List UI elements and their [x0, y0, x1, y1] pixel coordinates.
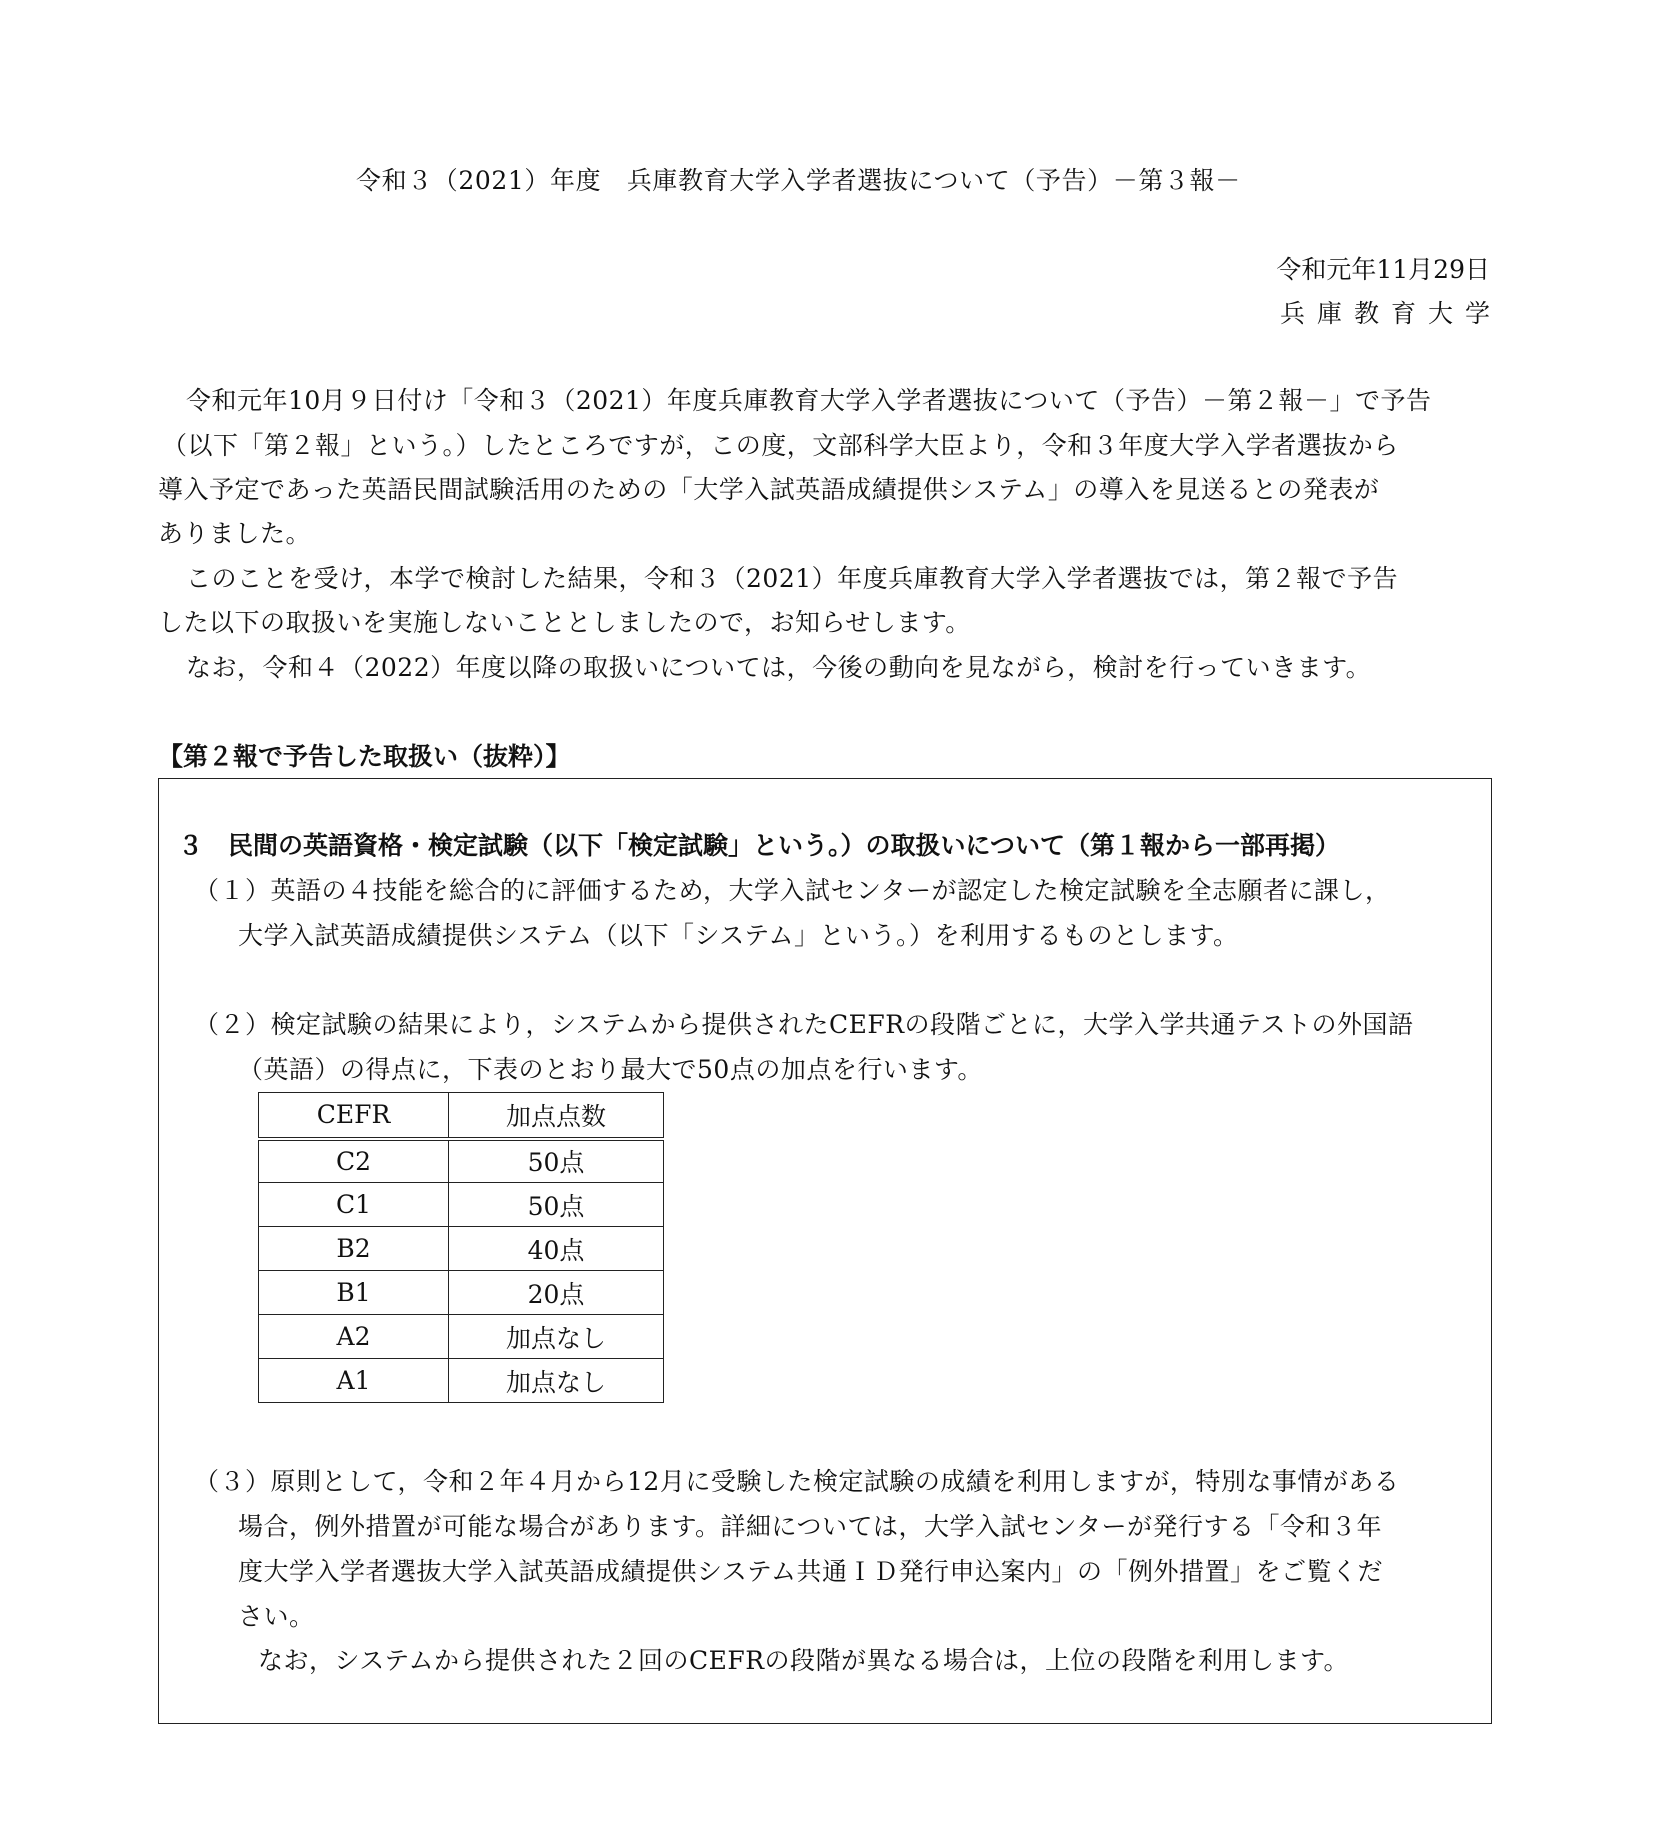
issuing-organization: [1150, 298, 1502, 330]
table-cell-points: 40点: [449, 1227, 664, 1271]
table-cell-points: 加点なし: [449, 1315, 664, 1359]
paragraph3: なお，令和４（2022）年度以降の取扱いについては，今後の動向を見ながら，検討を行っていきます。: [186, 653, 1372, 682]
table-header-points: 加点点数: [449, 1093, 664, 1139]
paragraph1-line1: 令和元年10月９日付け「令和３（2021）年度兵庫教育大学入学者選抜について（予告）－第２報－」で予告: [186, 386, 1432, 415]
table-cell-cefr: A1: [259, 1359, 449, 1403]
table-row: [259, 1183, 664, 1227]
table-row: [259, 1359, 664, 1403]
paragraph1-line3: 導入予定であった英語民間試験活用のための「大学入試英語成績提供システム」の導入を見送るとの発表が: [158, 475, 1380, 504]
cefr-score-table: [258, 1092, 664, 1403]
paragraph2-line2: した以下の取扱いを実施しないこととしましたので，お知らせします。: [158, 608, 971, 637]
table-cell-points: 50点: [449, 1139, 664, 1183]
item3-line2: 場合，例外措置が可能な場合があります。詳細については，大学入試センターが発行する「令和３年: [238, 1512, 1383, 1541]
table-header-cefr: CEFR: [259, 1093, 449, 1139]
table-row: [259, 1227, 664, 1271]
table-cell-cefr: B2: [259, 1227, 449, 1271]
paragraph1-line2: （以下「第２報」という。）したところですが，この度，文部科学大臣より，令和３年度大学入学者選抜から: [162, 431, 1399, 460]
table-cell-cefr: C2: [259, 1139, 449, 1183]
table-cell-cefr: C1: [259, 1183, 449, 1227]
issue-date: 令和元年11月29日: [1276, 255, 1490, 284]
excerpt-heading: 【第２報で予告した取扱い（抜粋）】: [158, 742, 571, 771]
table-cell-points: 20点: [449, 1271, 664, 1315]
item3-line5: なお，システムから提供された２回のCEFRの段階が異なる場合は，上位の段階を利用します。: [258, 1646, 1350, 1675]
table-header-row: [259, 1093, 664, 1139]
item3-line4: さい。: [238, 1602, 315, 1631]
table-row: [259, 1139, 664, 1183]
item3-line3: 度大学入学者選抜大学入試英語成績提供システム共通ＩＤ発行申込案内」の「例外措置」をご覧くだ: [238, 1557, 1384, 1586]
item2-line2: （英語）の得点に，下表のとおり最大で50点の加点を行います。: [238, 1055, 983, 1084]
table-cell-points: 50点: [449, 1183, 664, 1227]
section-title: ３ 民間の英語資格・検定試験（以下「検定試験」という。）の取扱いについて（第１報から一部再掲）: [178, 831, 1341, 860]
item1-line2: 大学入試英語成績提供システム（以下「システム」という。）を利用するものとします。: [238, 921, 1239, 950]
item1-line1: （１）英語の４技能を総合的に評価するため，大学入試センターが認定した検定試験を全志願者に課し，: [194, 876, 1391, 905]
paragraph2-line1: このことを受け，本学で検討した結果，令和３（2021）年度兵庫教育大学入学者選抜では，第２報で予告: [186, 564, 1399, 593]
table-cell-points: 加点なし: [449, 1359, 664, 1403]
paragraph1-line4: ありました。: [158, 519, 312, 548]
table-cell-cefr: B1: [259, 1271, 449, 1315]
item2-line1: （２）検定試験の結果により，システムから提供されたCEFRの段階ごとに，大学入学共通テストの外国語: [194, 1010, 1414, 1039]
item3-line1: （３）原則として，令和２年４月から12月に受験した検定試験の成績を利用しますが，特別な事情がある: [194, 1467, 1400, 1496]
table-row: [259, 1271, 664, 1315]
organization-name: 兵庫教育大学: [1279, 299, 1502, 328]
table-row: [259, 1315, 664, 1359]
table-cell-cefr: A2: [259, 1315, 449, 1359]
document-title: 令和３（2021）年度 兵庫教育大学入学者選抜について（予告）－第３報－: [356, 166, 1241, 195]
